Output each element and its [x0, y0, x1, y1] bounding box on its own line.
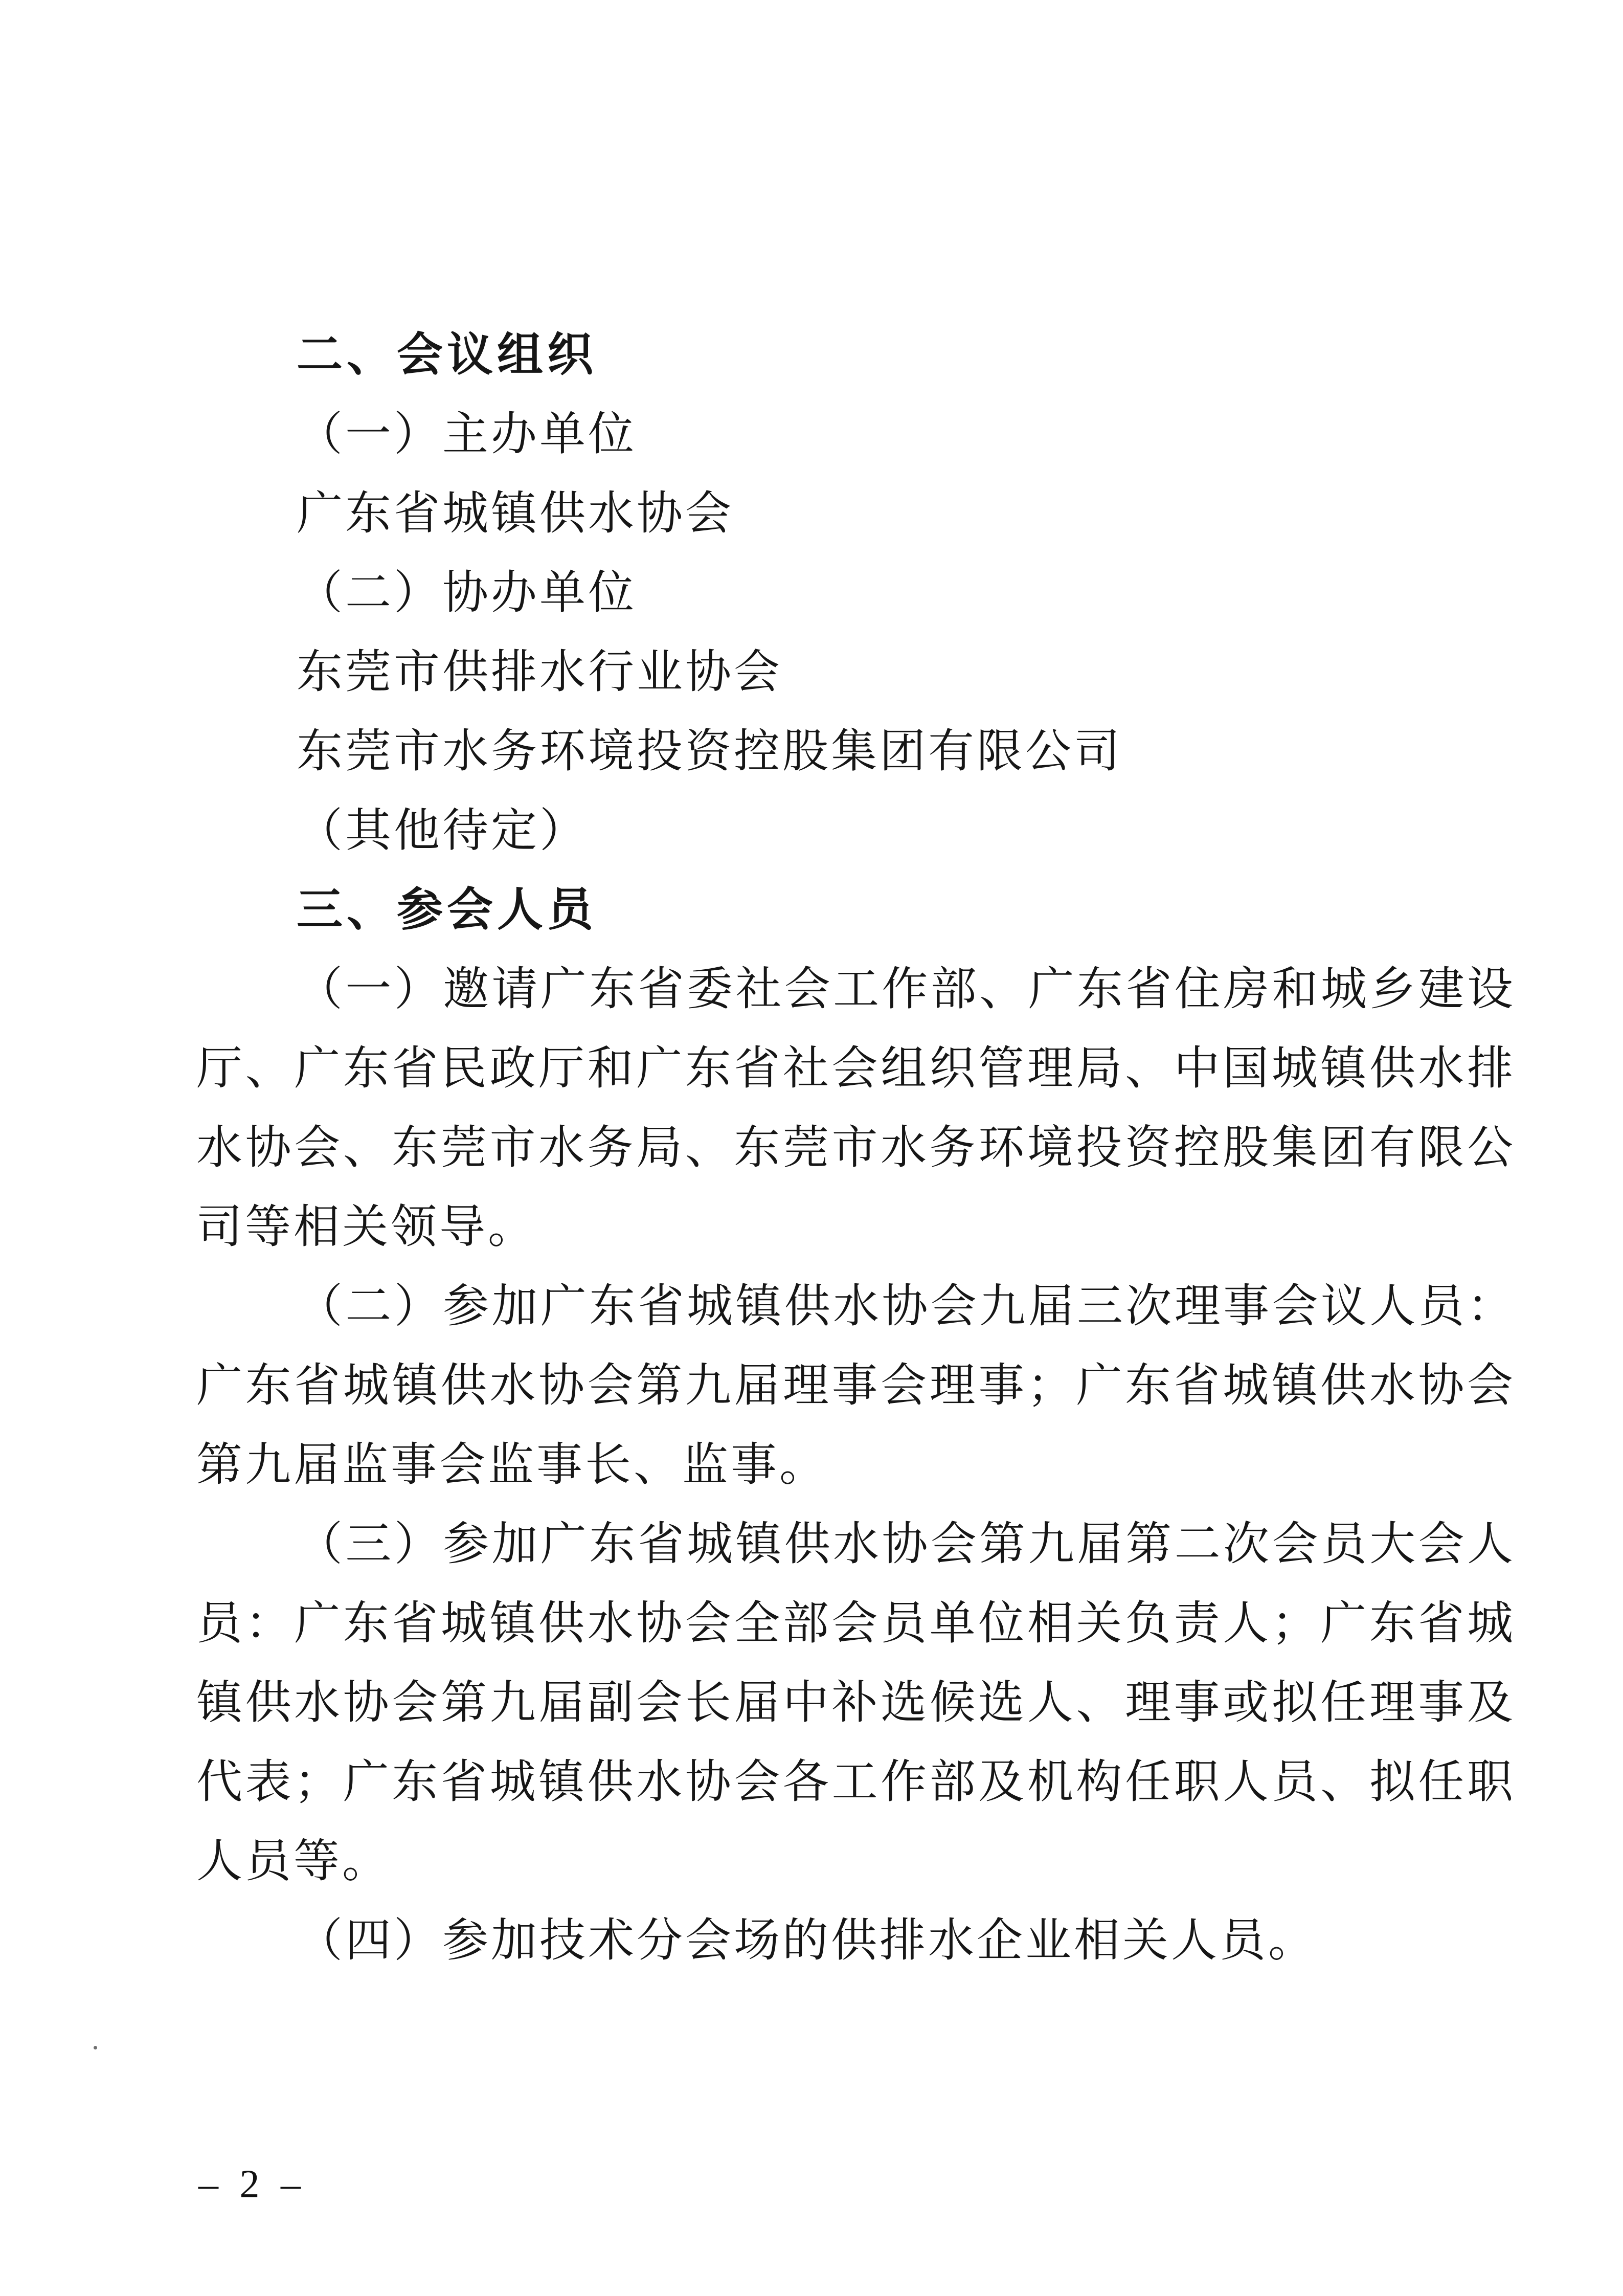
participants-item3-line1: （三）参加广东省城镇供水协会第九届第二次会员大会人	[297, 1519, 1516, 1570]
subheading-host-unit: （一）主办单位	[297, 409, 637, 460]
participants-item1-line1: （一）邀请广东省委社会工作部、广东省住房和城乡建设	[297, 964, 1516, 1015]
participants-item3-line5: 人员等。	[196, 1836, 391, 1887]
participants-item3-line4: 代表；广东省城镇供水协会各工作部及机构任职人员、拟任职	[196, 1757, 1516, 1808]
participants-item1-line3: 水协会、东莞市水务局、东莞市水务环境投资控股集团有限公	[196, 1123, 1516, 1173]
co-organizer-name-2: 东莞市水务环境投资控股集团有限公司	[297, 726, 1122, 777]
participants-item3-line2: 员：广东省城镇供水协会全部会员单位相关负责人；广东省城	[196, 1598, 1516, 1649]
participants-item4-line1: （四）参加技术分会场的供排水企业相关人员。	[297, 1915, 1317, 1966]
co-organizer-name-1: 东莞市供排水行业协会	[297, 647, 782, 698]
document-body	[196, 316, 1516, 1980]
participants-item3-line3: 镇供水协会第九届副会长届中补选候选人、理事或拟任理事及	[196, 1678, 1516, 1728]
section-heading-meeting-organization: 二、会议组织	[297, 329, 597, 381]
scan-speck-artifact	[94, 2046, 97, 2049]
section-heading-participants: 三、参会人员	[297, 884, 597, 935]
host-unit-name: 广东省城镇供水协会	[297, 488, 734, 539]
subheading-co-organizer-unit: （二）协办单位	[297, 568, 637, 618]
co-organizer-others-pending: （其他待定）	[297, 806, 588, 856]
participants-item2-line3: 第九届监事会监事长、监事。	[196, 1440, 828, 1490]
participants-item2-line1: （二）参加广东省城镇供水协会九届三次理事会议人员：	[297, 1281, 1516, 1332]
participants-item1-line2: 厅、广东省民政厅和广东省社会组织管理局、中国城镇供水排	[196, 1043, 1516, 1094]
page-number: – 2 –	[198, 2161, 303, 2206]
participants-item1-line4: 司等相关领导。	[196, 1202, 536, 1253]
participants-item2-line2: 广东省城镇供水协会第九届理事会理事；广东省城镇供水协会	[196, 1361, 1516, 1411]
